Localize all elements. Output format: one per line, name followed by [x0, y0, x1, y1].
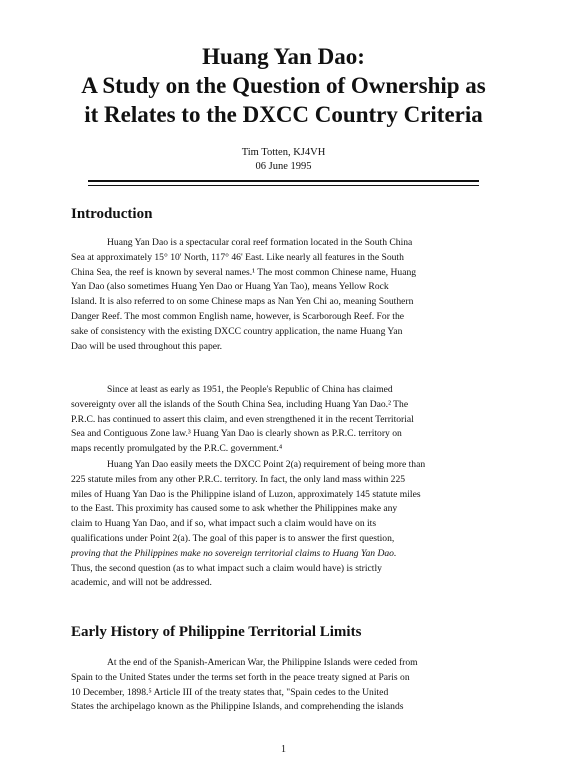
paragraph-line: Sea and Contiguous Zone law.³ Huang Yan Dao is clearly shown as P.R.C. territory on: [71, 428, 402, 440]
title-line: Huang Yan Dao:: [202, 44, 365, 69]
paragraph-line: 225 statute miles from any other P.R.C. territory. In fact, the only land mass within 225: [71, 473, 406, 485]
title-line: A Study on the Question of Ownership as: [81, 73, 486, 98]
paragraph-line: qualifications under Point 2(a). The goal of this paper is to answer the first question,: [71, 532, 395, 544]
paragraph-line: China Sea, the reef is known by several names.¹ The most common Chinese name, Huang: [71, 266, 417, 278]
paragraph: [71, 236, 531, 354]
paragraph: [71, 656, 531, 715]
paragraph-line: Huang Yan Dao is a spectacular coral reef formation located in the South China: [107, 237, 413, 248]
paragraph-line: sake of consistency with the existing DXCC country application, the name Huang Yan: [71, 325, 403, 337]
paragraph-line: P.R.C. has continued to assert this claim, and even strengthened it in the recent Territorial: [71, 413, 414, 425]
paragraph-line: Spain to the United States under the terms set forth in the peace treaty signed at Paris on: [71, 671, 410, 683]
paragraph-line: Dao will be used throughout this paper.: [71, 340, 223, 352]
paragraph-line: Sea at approximately 15° 10' North, 117° 46' East. Like nearly all features in the South: [71, 251, 404, 263]
paragraph: [71, 383, 531, 457]
paragraph-line: Island. It is also referred to on some Chinese maps as Nan Yen Chi ao, meaning Southern: [71, 296, 414, 308]
paragraph-line: claim to Huang Yan Dao, and if so, what impact such a claim would have on its: [71, 518, 377, 530]
header-rule-thin: [88, 185, 479, 186]
page-number: 1: [281, 744, 286, 755]
paragraph-line: Thus, the second question (as to what impact such a claim would have) is strictly: [71, 562, 382, 574]
section-heading-introduction: Introduction: [71, 206, 153, 222]
paragraph-line-italic: proving that the Philippines make no sovereign territorial claims to Huang Yan Dao.: [71, 547, 397, 559]
paragraph-line: Danger Reef. The most common English name, however, is Scarborough Reef. For the: [71, 310, 405, 322]
paragraph-line: academic, and will not be addressed.: [71, 577, 212, 589]
paragraph-line: At the end of the Spanish-American War, the Philippine Islands were ceded from: [107, 657, 418, 668]
section-heading-early-history: Early History of Philippine Territorial Limits: [71, 624, 362, 640]
paragraph-line: Huang Yan Dao easily meets the DXCC Point 2(a) requirement of being more than: [107, 459, 426, 470]
paragraph-line: 10 December, 1898.⁵ Article III of the treaty states that, "Spain cedes to the United: [71, 686, 389, 698]
publication-date: 06 June 1995: [255, 161, 312, 172]
paragraph-line: Since at least as early as 1951, the People's Republic of China has claimed: [107, 384, 393, 395]
paragraph-line: miles of Huang Yan Dao is the Philippine island of Luzon, approximately 145 statute miles: [71, 488, 421, 500]
paragraph-line: maps recently promulgated by the P.R.C. government.⁴: [71, 443, 283, 455]
header-rule-thick: [88, 180, 479, 182]
author-block: [0, 146, 567, 174]
title-line: it Relates to the DXCC Country Criteria: [84, 102, 483, 127]
paragraph-line: sovereignty over all the islands of the South China Sea, including Huang Yan Dao.² The: [71, 398, 409, 410]
paragraph-line: to the East. This proximity has caused some to ask whether the Philippines make any: [71, 503, 398, 515]
paragraph-line: Yan Dao (also sometimes Huang Yen Dao or Huang Yan Tao), means Yellow Rock: [71, 281, 389, 293]
document-title: [30, 42, 537, 129]
author-name: Tim Totten, KJ4VH: [241, 147, 326, 158]
paragraph: [71, 458, 531, 591]
paragraph-line: States the archipelago known as the Philippine Islands, and comprehending the islands: [71, 701, 404, 713]
